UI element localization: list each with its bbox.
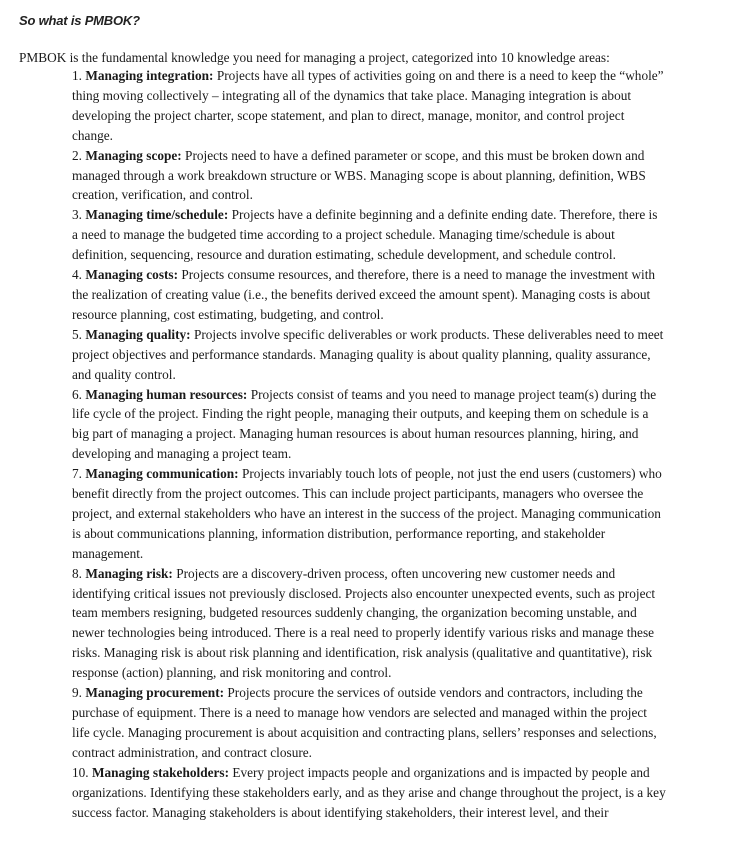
item-number: 4.: [72, 267, 82, 283]
item-text: Projects have a definite beginning and a definite ending date. Therefore, there is a need to manage the budgeted time according to a project schedule. Managing time/schedule is about definition, sequencing, resource and duration estimating, schedule development, and schedule control.: [72, 207, 658, 263]
item-title: Managing quality:: [85, 326, 191, 342]
item-text: Projects procure the services of outside vendors and contractors, including the purchase of equipment. There is a need to manage how vendors are selected and managed within the project life cycle. Managing procurement is about acquisition and contracting plans, sellers’ responses and selections, contract administration, and contract closure.: [72, 685, 657, 760]
item-title: Managing risk:: [85, 565, 173, 581]
item-text: Projects involve specific deliverables or work products. These deliverables need to meet project objectives and performance standards. Managing quality is about quality planning, quality assurance, and quality control.: [72, 326, 664, 382]
item-title: Managing time/schedule:: [85, 207, 229, 223]
list-item: [72, 205, 666, 265]
item-number: 3.: [72, 207, 82, 223]
list-item: [72, 66, 666, 146]
list-item: [72, 385, 666, 465]
page-heading: So what is PMBOK?: [19, 13, 140, 28]
item-title: Managing scope:: [85, 147, 182, 163]
list-item: [72, 683, 666, 763]
item-number: 10.: [72, 764, 89, 780]
item-title: Managing costs:: [85, 267, 179, 283]
item-title: Managing communication:: [85, 466, 239, 482]
item-number: 5.: [72, 326, 82, 342]
item-text: Projects have all types of activities going on and there is a need to keep the “whole” thing moving collectively – integrating all of the dynamics that take place. Managing integration is about developing the project charter, scope statement, and plan to direct, manage, monitor, and control project change.: [72, 68, 664, 143]
item-text: Projects are a discovery-driven process, often uncovering new customer needs and identifying critical issues not previously disclosed. Projects also encounter unexpected events, such as project team members resigning, budgeted resources suddenly changing, the organization becoming unstable, and newer technologies being introduced. There is a real need to properly identify various risks and manage these risks. Managing risk is about risk planning and identification, risk analysis (qualitative and quantitative), risk response (action) planning, and risk monitoring and control.: [72, 565, 656, 681]
item-title: Managing integration:: [85, 68, 214, 83]
item-text: Every project impacts people and organizations and is impacted by people and organizations. Identifying these stakeholders early, and as they arise and change throughout the project, is a key success factor. Managing stakeholders is about identifying stakeholders, their interest level, and their: [72, 764, 666, 820]
list-item: [72, 763, 666, 823]
list-item: [72, 146, 666, 206]
list-item: [72, 564, 666, 683]
knowledge-areas-list: [72, 66, 666, 822]
item-number: 8.: [72, 565, 82, 581]
item-title: Managing human resources:: [85, 386, 248, 402]
item-text: Projects consist of teams and you need to manage project team(s) during the life cycle of the project. Finding the right people, managing their outputs, and keeping them on schedule is a big part of managing a project. Managing human resources is about human resources planning, hiring, and developing and managing a project team.: [72, 386, 657, 462]
item-text: Projects need to have a defined parameter or scope, and this must be broken down and managed through a work breakdown structure or WBS. Managing scope is about planning, definition, WBS creation, verification, and control.: [72, 147, 646, 203]
item-number: 6.: [72, 386, 82, 402]
item-text: Projects invariably touch lots of people, not just the end users (customers) who benefit directly from the project outcomes. This can include project participants, managers who oversee the project, and external stakeholders who have an interest in the success of the project. Managing communication is about communications planning, information distribution, performance reporting, and stakeholder management.: [72, 466, 662, 561]
list-item: [72, 265, 666, 325]
list-item: [72, 464, 666, 564]
item-number: 9.: [72, 685, 82, 701]
item-number: 1.: [72, 68, 82, 83]
item-number: 7.: [72, 466, 82, 482]
intro-paragraph: PMBOK is the fundamental knowledge you need for managing a project, categorized into 10 knowledge areas:: [19, 50, 610, 65]
list-item: [72, 325, 666, 385]
item-title: Managing stakeholders:: [91, 764, 229, 780]
item-text: Projects consume resources, and therefore, there is a need to manage the investment with the realization of creating value (i.e., the benefits derived exceed the amount spent). Managing costs is about resource planning, cost estimating, budgeting, and control.: [72, 267, 656, 322]
item-number: 2.: [72, 147, 82, 163]
item-title: Managing procurement:: [85, 685, 225, 701]
